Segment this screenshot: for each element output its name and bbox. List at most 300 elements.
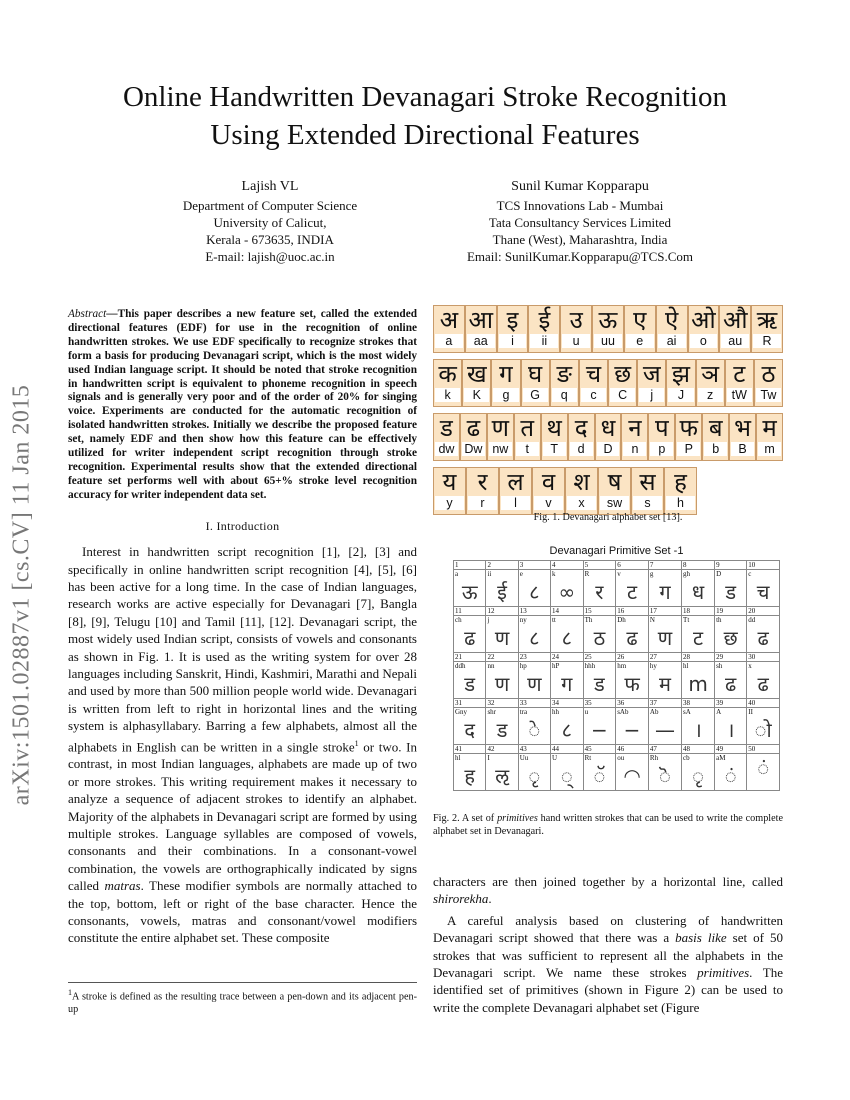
primitive-label: c xyxy=(748,570,752,578)
primitive-stroke-glyph: ∞ xyxy=(558,580,576,604)
primitive-stroke-glyph: ढ xyxy=(626,626,638,650)
primitive-cell xyxy=(518,754,550,791)
primitive-number: 20 xyxy=(747,607,780,616)
primitive-cell xyxy=(486,616,518,653)
figure-1-alphabet xyxy=(433,305,783,521)
primitive-stroke-glyph: − xyxy=(623,718,641,742)
alphabet-cell xyxy=(592,305,624,353)
primitive-cell xyxy=(747,616,780,653)
transliteration: sw xyxy=(600,496,629,510)
author-name: Sunil Kumar Kopparapu xyxy=(511,179,649,194)
primitive-cell xyxy=(550,662,583,699)
primitive-table xyxy=(453,560,780,791)
alphabet-cell xyxy=(631,467,664,515)
primitive-label: x xyxy=(748,662,752,670)
primitive-number: 30 xyxy=(747,653,780,662)
primitive-cell xyxy=(616,570,649,607)
primitive-number-row xyxy=(454,607,780,616)
devanagari-letter: ष xyxy=(607,468,622,496)
transliteration: e xyxy=(626,334,654,348)
alphabet-cell xyxy=(532,467,565,515)
alphabet-cell xyxy=(499,467,532,515)
devanagari-letter: ए xyxy=(633,306,647,334)
primitive-number: 38 xyxy=(682,699,715,708)
title-line-2: Using Extended Directional Features xyxy=(210,119,640,151)
primitive-cell xyxy=(550,708,583,745)
primitive-number: 48 xyxy=(682,745,715,754)
primitive-cell xyxy=(518,570,550,607)
transliteration: b xyxy=(704,442,727,456)
transliteration: k xyxy=(435,388,460,402)
right-italic-shirorekha: shirorekha xyxy=(433,891,489,907)
devanagari-letter: र xyxy=(477,468,488,496)
primitive-stroke-glyph: ऌ xyxy=(495,764,510,788)
primitive-number: 4 xyxy=(550,561,583,570)
alphabet-cell xyxy=(568,413,595,461)
devanagari-letter: व xyxy=(541,468,556,496)
primitive-stroke-glyph: ो xyxy=(754,718,772,742)
primitive-stroke-glyph: । xyxy=(726,718,735,742)
figure-2-primitives xyxy=(453,545,780,791)
primitive-stroke-glyph: ढ xyxy=(757,672,769,696)
primitive-label: u xyxy=(584,708,589,716)
primitive-number: 25 xyxy=(583,653,616,662)
alphabet-cell xyxy=(579,359,608,407)
primitive-number: 31 xyxy=(454,699,486,708)
devanagari-letter: घ xyxy=(528,360,543,388)
alphabet-row xyxy=(433,305,783,353)
devanagari-letter: ज xyxy=(642,360,661,388)
devanagari-letter: न xyxy=(628,414,642,442)
primitive-label: th xyxy=(716,616,722,624)
primitive-stroke-glyph: ड xyxy=(594,672,605,696)
transliteration: c xyxy=(581,388,606,402)
devanagari-letter: ल xyxy=(507,468,524,496)
primitive-label: a xyxy=(455,570,459,578)
alphabet-cell xyxy=(541,413,568,461)
footnote-text: A stroke is defined as the resulting trace between a pen-down and its adjacent pen-up xyxy=(68,991,417,1015)
author-dept: TCS Innovations Lab - Mumbai xyxy=(496,198,664,213)
primitive-stroke-glyph: ढ xyxy=(757,626,769,650)
transliteration: tW xyxy=(727,388,752,402)
primitive-label: hp xyxy=(519,662,527,670)
alphabet-cell xyxy=(466,467,499,515)
primitive-number: 3 xyxy=(518,561,550,570)
primitive-cell xyxy=(518,616,550,653)
primitive-label: sAb xyxy=(617,708,629,716)
primitive-stroke-glyph: द xyxy=(464,718,476,742)
transliteration: m xyxy=(758,442,781,456)
primitive-cell xyxy=(682,662,715,699)
primitive-cell xyxy=(454,708,486,745)
alphabet-cell xyxy=(433,467,466,515)
transliteration: j xyxy=(639,388,664,402)
alphabet-cell xyxy=(608,359,637,407)
devanagari-letter: औ xyxy=(722,306,748,334)
primitive-cell xyxy=(583,662,616,699)
alphabet-cell xyxy=(491,359,520,407)
primitive-stroke-glyph: च xyxy=(756,580,770,604)
author-block-1 xyxy=(140,178,400,265)
primitive-stroke-glyph: ◠ xyxy=(623,764,641,788)
transliteration: T xyxy=(543,442,566,456)
primitive-stroke-glyph: । xyxy=(694,718,702,742)
alphabet-cell xyxy=(719,305,751,353)
primitive-label: II xyxy=(748,708,753,716)
primitive-stroke-glyph: ृ xyxy=(692,764,705,788)
alphabet-cell xyxy=(751,305,783,353)
primitive-number: 29 xyxy=(715,653,747,662)
transliteration: aa xyxy=(467,334,495,348)
devanagari-letter: ई xyxy=(538,306,551,334)
primitive-label: Rt xyxy=(584,754,592,762)
transliteration: dw xyxy=(435,442,458,456)
primitive-cell xyxy=(682,616,715,653)
primitive-number: 5 xyxy=(583,561,616,570)
alphabet-cell xyxy=(433,359,462,407)
primitive-cell xyxy=(550,754,583,791)
primitive-cell xyxy=(583,708,616,745)
primitive-number: 27 xyxy=(648,653,681,662)
alphabet-cell xyxy=(487,413,514,461)
primitive-label: cb xyxy=(683,754,690,762)
primitive-cell xyxy=(715,754,747,791)
primitive-number-row xyxy=(454,653,780,662)
alphabet-cell xyxy=(465,305,497,353)
primitive-stroke-glyph: ई xyxy=(497,580,507,604)
alphabet-cell xyxy=(756,413,783,461)
primitive-stroke-glyph: ढ xyxy=(725,672,737,696)
primitive-number: 41 xyxy=(454,745,486,754)
primitive-cell xyxy=(583,754,616,791)
devanagari-letter: ङ xyxy=(556,360,572,388)
transliteration: z xyxy=(698,388,723,402)
alphabet-row xyxy=(433,413,783,461)
primitive-stroke-glyph: — xyxy=(654,718,675,742)
right-italic-primitives: primitives xyxy=(697,965,750,981)
primitive-stroke-glyph: ठ xyxy=(593,626,606,650)
intro-text-a: Interest in handwritten script recognition [1], [2], [3] and specifically in online handwritten script recognition [4], [5], [6] has been active for a long time. In the case of Indian languages, research works are active especially for Devanagari [7], Bangla [8], [9], Telugu [10] and Tamil [11], [12]. Devanagari script, the most widely used Indian script, consists of vowels and consonants as shown in Fig. 1. It is used as the writing system for over 28 languages including Sanskrit, Hindi, Kashmiri, Marathi and Nepali and used by more than 500 million people world wide. Devanagari is written from left to right in horizontal lines and the writing system is alphasyllabary. Barring a few alphabets, almost all the alphabets in English can be written in a single stroke xyxy=(68,544,417,754)
primitive-label: ch xyxy=(455,616,462,624)
transliteration: l xyxy=(501,496,530,510)
primitive-stroke-glyph: ॆ xyxy=(659,764,671,788)
primitive-number: 19 xyxy=(715,607,747,616)
right-italic-basis: basis like xyxy=(675,930,727,946)
primitive-stroke-glyph: m xyxy=(688,672,708,696)
transliteration: G xyxy=(523,388,548,402)
primitive-cell xyxy=(583,616,616,653)
primitive-stroke-row xyxy=(454,662,780,699)
transliteration: t xyxy=(516,442,539,456)
devanagari-letter: ह xyxy=(674,468,687,496)
alphabet-cell xyxy=(497,305,529,353)
primitive-number: 37 xyxy=(648,699,681,708)
primitive-cell xyxy=(747,754,780,791)
alphabet-row xyxy=(433,467,783,515)
author-email: Email: SunilKumar.Kopparapu@TCS.Com xyxy=(466,249,694,264)
primitive-stroke-glyph: ण xyxy=(494,672,510,696)
alphabet-cell xyxy=(624,305,656,353)
transliteration: K xyxy=(464,388,489,402)
footnote-mark: 1 xyxy=(354,738,359,748)
right-paragraph-1 xyxy=(433,873,783,908)
alphabet-cell xyxy=(666,359,695,407)
primitive-label: tt xyxy=(551,616,556,624)
primitive-cell xyxy=(616,616,649,653)
transliteration: r xyxy=(468,496,497,510)
primitive-stroke-row xyxy=(454,754,780,791)
intro-text-c: . These modifier symbols are normally attached to the top, bottom, left or right of the base character. Hence the consonants, vowels, matras and consonant/vowel modifiers constitute the entire alphabet set. These composite xyxy=(68,878,417,946)
primitive-stroke-glyph: ् xyxy=(560,764,573,788)
devanagari-letter: य xyxy=(442,468,457,496)
primitive-cell xyxy=(616,754,649,791)
primitive-label: e xyxy=(519,570,523,578)
primitive-label: Dh xyxy=(617,616,626,624)
primitive-stroke-glyph: ॅ xyxy=(593,764,606,788)
primitive-cell xyxy=(486,708,518,745)
devanagari-letter: ओ xyxy=(691,306,716,334)
primitive-stroke-glyph: फ xyxy=(624,672,640,696)
arxiv-stamp xyxy=(2,300,42,890)
transliteration: C xyxy=(610,388,635,402)
primitive-cell xyxy=(454,570,486,607)
primitive-number: 33 xyxy=(518,699,550,708)
primitive-stroke-glyph: र xyxy=(595,580,604,604)
primitive-cell xyxy=(648,570,681,607)
primitive-label: dd xyxy=(748,616,756,624)
primitive-stroke-glyph: ग xyxy=(561,672,573,696)
primitive-number: 15 xyxy=(583,607,616,616)
primitive-label: ii xyxy=(487,570,492,578)
primitive-stroke-glyph: ण xyxy=(527,672,542,696)
alphabet-cell xyxy=(514,413,541,461)
primitive-label: D xyxy=(716,570,722,578)
primitive-stroke-glyph: छ xyxy=(723,626,738,650)
primitive-label: A xyxy=(716,708,722,716)
transliteration: R xyxy=(753,334,781,348)
primitive-label: v xyxy=(617,570,621,578)
primitive-label: hl xyxy=(455,754,461,762)
primitive-label: Gny xyxy=(455,708,468,716)
primitive-label: ny xyxy=(519,616,527,624)
primitive-number: 32 xyxy=(486,699,518,708)
devanagari-letter: ढ xyxy=(466,414,481,442)
primitive-number: 23 xyxy=(518,653,550,662)
primitive-label: Rh xyxy=(649,754,659,762)
transliteration: n xyxy=(623,442,646,456)
primitive-cell xyxy=(648,616,681,653)
primitive-label: ou xyxy=(617,754,625,762)
abstract xyxy=(68,308,417,503)
primitive-cell xyxy=(648,708,681,745)
primitive-stroke-glyph: ८ xyxy=(529,626,540,650)
transliteration: h xyxy=(666,496,695,510)
abstract-label: Abstract xyxy=(68,308,107,320)
primitive-number: 46 xyxy=(616,745,649,754)
primitive-label: N xyxy=(649,616,655,624)
primitive-number: 13 xyxy=(518,607,550,616)
alphabet-cell xyxy=(729,413,756,461)
figure-2-caption xyxy=(433,813,783,838)
author-address: Kerala - 673635, INDIA xyxy=(206,232,334,247)
primitive-stroke-glyph: ं xyxy=(724,764,737,788)
author-email: E-mail: lajish@uoc.ac.in xyxy=(205,249,335,264)
devanagari-letter: फ xyxy=(679,414,699,442)
alphabet-cell xyxy=(565,467,598,515)
primitive-cell xyxy=(454,616,486,653)
arxiv-id: arXiv:1501.02887v1 [cs.CV] 11 Jan 2015 xyxy=(8,384,35,806)
transliteration: P xyxy=(677,442,700,456)
abstract-text: —This paper describes a new feature set, called the extended directional features (EDF) for use in the recognition of online handwritten strokes. We use EDF specifically to recognize strokes that form a basis for producing Devanagari script, which is the most widely used Indian language script. It should be noted that stroke recognition in handwritten script is equivalent to phoneme recognition in speech signals and is generally very poor and of the order of 20% for singing voice. Experiments are conducted for the automatic recognition of isolated handwritten strokes. Initially we describe the proposed feature set, namely EDF and then show how this feature can be effectively utilized for writer independent script recognition through stroke recognition. Experimental results show that the extended directional feature set performs well with about 65+% stroke level recognition accuracy for writer independent data set. xyxy=(68,308,417,501)
primitive-cell xyxy=(616,662,649,699)
author-name: Lajish VL xyxy=(241,179,299,194)
primitive-number: 49 xyxy=(715,745,747,754)
primitive-number: 45 xyxy=(583,745,616,754)
devanagari-letter: छ xyxy=(614,360,632,388)
primitive-cell xyxy=(486,754,518,791)
primitive-label: k xyxy=(551,570,556,578)
devanagari-letter: ड xyxy=(440,414,453,442)
devanagari-letter: झ xyxy=(671,360,691,388)
primitive-stroke-glyph: ड xyxy=(464,672,476,696)
primitive-number: 12 xyxy=(486,607,518,616)
primitive-stroke-glyph: े xyxy=(528,718,541,742)
right-text-1a: characters are then joined together by a horizontal line, called xyxy=(433,874,783,889)
alphabet-cell xyxy=(656,305,688,353)
alphabet-cell xyxy=(560,305,592,353)
primitive-number: 11 xyxy=(454,607,486,616)
primitive-number: 18 xyxy=(682,607,715,616)
primitive-label: Tt xyxy=(683,616,690,624)
primitive-number: 16 xyxy=(616,607,649,616)
devanagari-letter: ग xyxy=(499,360,513,388)
primitive-cell xyxy=(715,570,747,607)
devanagari-letter: ऊ xyxy=(598,306,618,334)
primitive-number: 28 xyxy=(682,653,715,662)
primitive-cell xyxy=(648,754,681,791)
author-dept: Department of Computer Science xyxy=(182,198,358,213)
primitive-stroke-glyph: ह xyxy=(464,764,476,788)
intro-paragraph xyxy=(68,543,417,947)
alphabet-cell xyxy=(433,305,465,353)
alphabet-row xyxy=(433,359,783,407)
primitive-label: Ab xyxy=(649,708,659,716)
primitive-number: 40 xyxy=(747,699,780,708)
transliteration: s xyxy=(633,496,662,510)
transliteration: nw xyxy=(489,442,512,456)
primitive-stroke-glyph: ट xyxy=(627,580,638,604)
primitive-number: 6 xyxy=(616,561,649,570)
primitive-label: sA xyxy=(683,708,691,716)
primitive-stroke-glyph: ग xyxy=(659,580,671,604)
transliteration: i xyxy=(499,334,527,348)
devanagari-letter: ट xyxy=(733,360,746,388)
primitive-label: gh xyxy=(683,570,691,578)
primitive-label: Uu xyxy=(519,754,529,762)
figure-2-title: Devanagari Primitive Set -1 xyxy=(549,545,684,557)
primitive-cell xyxy=(486,570,518,607)
right-text-2a: A careful analysis based on clustering of handwritten Devanagari script showed that there was a xyxy=(433,912,783,946)
primitive-number-row xyxy=(454,561,780,570)
devanagari-letter: अ xyxy=(439,306,459,334)
alphabet-cell xyxy=(460,413,487,461)
primitive-label: U xyxy=(551,754,558,762)
primitive-stroke-glyph: ८ xyxy=(561,718,572,742)
primitive-label: g xyxy=(649,570,654,578)
transliteration: o xyxy=(690,334,718,348)
primitive-number: 1 xyxy=(454,561,486,570)
devanagari-letter: प xyxy=(655,414,669,442)
right-text-2c: . The identified set of primitives (shown in Figure 2) can be used to write the complete Devanagari alphabet set (Figure xyxy=(433,965,783,1015)
primitive-cell xyxy=(454,754,486,791)
devanagari-letter: श xyxy=(573,468,590,496)
right-column-text xyxy=(433,873,783,1016)
primitive-stroke-glyph: ध xyxy=(691,580,705,604)
primitive-label: hm xyxy=(617,662,627,670)
alphabet-cell xyxy=(696,359,725,407)
primitive-cell xyxy=(550,616,583,653)
section-heading-introduction: I. Introduction xyxy=(205,518,280,533)
primitive-stroke-glyph: ृ xyxy=(528,764,541,788)
primitive-cell xyxy=(715,616,747,653)
primitive-label: hP xyxy=(551,662,560,670)
devanagari-letter: द xyxy=(574,414,588,442)
right-text-1b: . xyxy=(488,891,492,907)
primitive-label: hhh xyxy=(584,662,596,670)
fig2-caption-b: hand written strokes that can be used to write the complete alphabet set in Devanagari. xyxy=(433,813,783,837)
primitive-number: 26 xyxy=(616,653,649,662)
primitive-number-row xyxy=(454,699,780,708)
primitive-cell xyxy=(454,662,486,699)
primitive-number: 22 xyxy=(486,653,518,662)
author-org: Tata Consultancy Services Limited xyxy=(488,215,672,230)
primitive-number: 47 xyxy=(648,745,681,754)
right-paragraph-2 xyxy=(433,912,783,1016)
transliteration: p xyxy=(650,442,673,456)
primitive-stroke-glyph: ८ xyxy=(561,626,572,650)
primitive-number: 2 xyxy=(486,561,518,570)
primitive-cell xyxy=(518,708,550,745)
intro-text-b: or two. In contrast, in most Indian languages, alphabets are made up of two or more strokes. This writing requirement makes it necessary to analyze a sequence of adjacent strokes to identify an alphabet. Majority of the alphabets in Devanagari script are formed by using multiple strokes. Language syllables are composed of vowels, consonants and their combinations. In a consonant-vowel combination, the vowels are orthographically indicated by signs called xyxy=(68,738,417,894)
primitive-cell xyxy=(616,708,649,745)
devanagari-letter: म xyxy=(762,414,777,442)
title-line-1: Online Handwritten Devanagari Stroke Recognition xyxy=(122,81,727,113)
transliteration: q xyxy=(552,388,577,402)
devanagari-letter: भ xyxy=(734,414,752,442)
devanagari-letter: ण xyxy=(491,414,509,442)
primitive-stroke-glyph: ड xyxy=(496,718,508,742)
primitive-stroke-glyph: − xyxy=(591,718,608,742)
primitive-cell xyxy=(682,754,715,791)
transliteration: J xyxy=(668,388,693,402)
devanagari-letter: च xyxy=(585,360,602,388)
primitive-label: nn xyxy=(487,662,495,670)
devanagari-letter: थ xyxy=(546,414,562,442)
primitive-stroke-glyph: ण xyxy=(494,626,510,650)
transliteration: ai xyxy=(658,334,686,348)
transliteration: a xyxy=(435,334,463,348)
alphabet-cell xyxy=(688,305,720,353)
primitive-label: R xyxy=(584,570,590,578)
devanagari-letter: क xyxy=(438,360,457,388)
author-address: Thane (West), Maharashtra, India xyxy=(492,232,668,247)
primitive-cell xyxy=(682,570,715,607)
devanagari-letter: उ xyxy=(569,306,583,334)
primitive-stroke-row xyxy=(454,570,780,607)
primitive-number: 44 xyxy=(550,745,583,754)
alphabet-cell xyxy=(433,413,460,461)
paper-title xyxy=(0,78,850,154)
